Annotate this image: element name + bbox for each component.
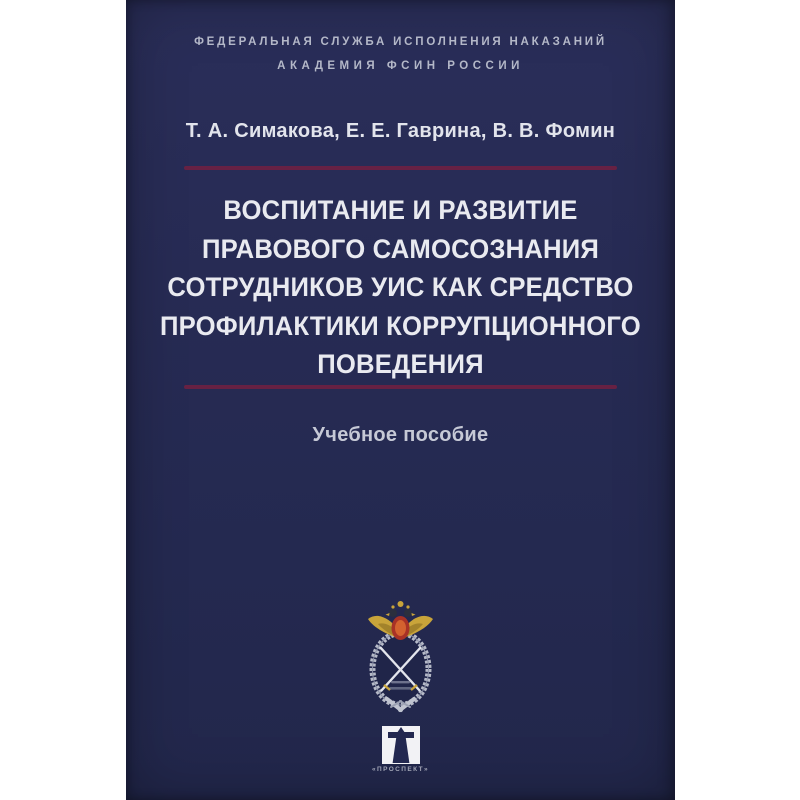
book-title: [126, 191, 675, 384]
institution-header: [126, 30, 675, 78]
authors-line: Т. А. Симакова, Е. Е. Гаврина, В. В. Фомин: [185, 120, 616, 142]
publisher-block: [126, 726, 675, 773]
publisher-name: «ПРОСПЕКТ»: [371, 766, 429, 773]
title-line: ПОВЕДЕНИЯ: [317, 349, 484, 379]
title-line: ПРОФИЛАКТИКИ КОРРУПЦИОННОГО: [160, 310, 641, 341]
divider-rule-bottom: [184, 385, 617, 389]
book-cover: [126, 0, 675, 800]
institution-line-2: АКАДЕМИЯ ФСИН РОССИИ: [277, 60, 524, 72]
title-line: СОТРУДНИКОВ УИС КАК СРЕДСТВО: [167, 272, 634, 302]
subtitle: Учебное пособие: [312, 424, 489, 446]
institution-line-1: ФЕДЕРАЛЬНАЯ СЛУЖБА ИСПОЛНЕНИЯ НАКАЗАНИЙ: [194, 36, 607, 48]
academy-crest-icon: [360, 597, 441, 715]
title-line: ВОСПИТАНИЕ И РАЗВИТИЕ: [223, 195, 578, 225]
title-line: ПРАВОВОГО САМОСОЗНАНИЯ: [201, 233, 600, 264]
publisher-logo-icon: [382, 726, 420, 764]
divider-rule-top: [184, 166, 617, 170]
